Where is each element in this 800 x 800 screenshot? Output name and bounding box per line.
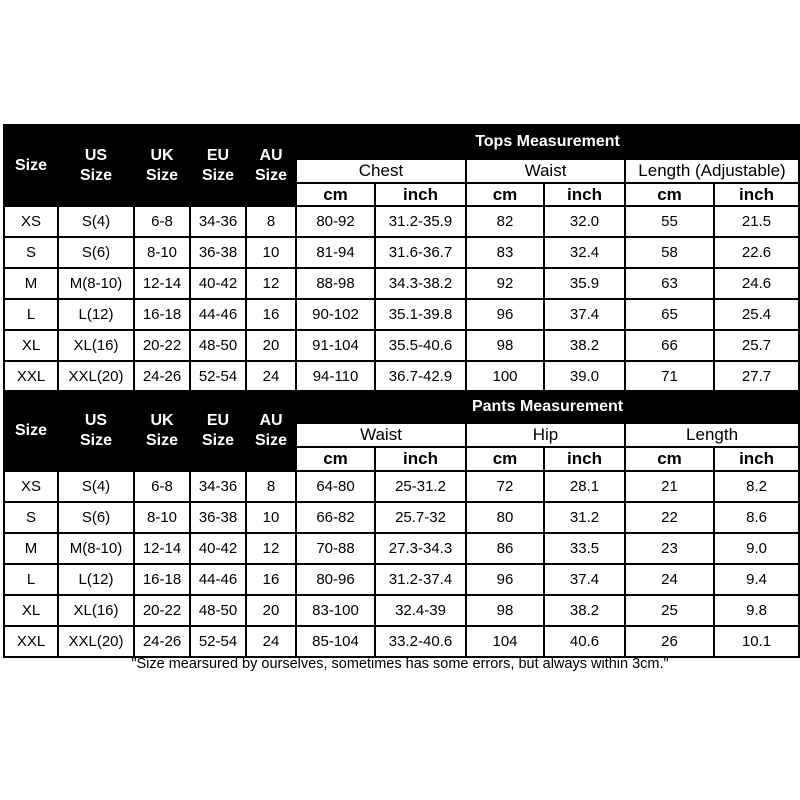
size-cell: XL xyxy=(4,595,58,626)
table-cell: S(6) xyxy=(58,502,134,533)
us-size-header: US Size xyxy=(58,125,134,206)
table-cell: 24.6 xyxy=(714,268,799,299)
table-cell: 28.1 xyxy=(544,471,625,502)
size-cell: L xyxy=(4,299,58,330)
table-cell: 31.2-35.9 xyxy=(375,206,466,237)
table-cell: 24 xyxy=(246,626,296,657)
table-row xyxy=(4,502,799,533)
table-cell: 33.2-40.6 xyxy=(375,626,466,657)
pants-group-length: Length xyxy=(625,423,799,447)
unit-inch: inch xyxy=(375,447,466,471)
table-cell: L(12) xyxy=(58,564,134,595)
table-row xyxy=(4,471,799,502)
measurement-note: "Size mearsured by ourselves, sometimes has some errors, but always within 3cm." xyxy=(131,656,669,672)
table-cell: 83 xyxy=(466,237,544,268)
table-cell: 6-8 xyxy=(134,471,190,502)
tops-group-chest: Chest xyxy=(296,159,466,183)
table-cell: 20-22 xyxy=(134,330,190,361)
size-header: Size xyxy=(4,125,58,206)
table-cell: 86 xyxy=(466,533,544,564)
table-cell: 27.7 xyxy=(714,361,799,392)
table-cell: 35.5-40.6 xyxy=(375,330,466,361)
table-cell: 44-46 xyxy=(190,299,246,330)
table-cell: 34-36 xyxy=(190,206,246,237)
uk-size-header: UK Size xyxy=(134,391,190,471)
table-cell: 25.7-32 xyxy=(375,502,466,533)
table-cell: 52-54 xyxy=(190,361,246,392)
table-cell: 34-36 xyxy=(190,471,246,502)
table-cell: 10 xyxy=(246,237,296,268)
table-cell: 64-80 xyxy=(296,471,375,502)
size-cell: XS xyxy=(4,471,58,502)
table-cell: 72 xyxy=(466,471,544,502)
table-cell: 65 xyxy=(625,299,714,330)
table-cell: 39.0 xyxy=(544,361,625,392)
tops-group-length: Length (Adjustable) xyxy=(625,159,799,183)
unit-cm: cm xyxy=(625,183,714,206)
table-cell: 12 xyxy=(246,533,296,564)
table-cell: 22.6 xyxy=(714,237,799,268)
table-cell: 92 xyxy=(466,268,544,299)
unit-inch: inch xyxy=(375,183,466,206)
table-cell: L(12) xyxy=(58,299,134,330)
eu-size-header: EU Size xyxy=(190,391,246,471)
table-cell: 58 xyxy=(625,237,714,268)
table-cell: 12-14 xyxy=(134,533,190,564)
unit-inch: inch xyxy=(714,447,799,471)
unit-cm: cm xyxy=(466,447,544,471)
table-row xyxy=(4,595,799,626)
table-row xyxy=(4,237,799,268)
size-header: Size xyxy=(4,391,58,471)
tops-title: Tops Measurement xyxy=(296,125,799,159)
table-cell: 35.9 xyxy=(544,268,625,299)
table-cell: 24-26 xyxy=(134,626,190,657)
table-cell: 36-38 xyxy=(190,237,246,268)
table-cell: M(8-10) xyxy=(58,268,134,299)
size-cell: L xyxy=(4,564,58,595)
size-cell: XXL xyxy=(4,626,58,657)
table-cell: 63 xyxy=(625,268,714,299)
table-cell: 37.4 xyxy=(544,299,625,330)
table-cell: S(4) xyxy=(58,206,134,237)
table-cell: 22 xyxy=(625,502,714,533)
eu-size-header: EU Size xyxy=(190,125,246,206)
table-cell: 96 xyxy=(466,564,544,595)
table-cell: 71 xyxy=(625,361,714,392)
table-cell: 23 xyxy=(625,533,714,564)
table-cell: 32.0 xyxy=(544,206,625,237)
unit-inch: inch xyxy=(714,183,799,206)
unit-cm: cm xyxy=(296,183,375,206)
table-row xyxy=(4,330,799,361)
pants-group-waist: Waist xyxy=(296,423,466,447)
unit-cm: cm xyxy=(466,183,544,206)
table-row xyxy=(4,268,799,299)
table-cell: 98 xyxy=(466,595,544,626)
table-cell: 80 xyxy=(466,502,544,533)
size-cell: S xyxy=(4,502,58,533)
table-cell: XL(16) xyxy=(58,330,134,361)
us-size-header: US Size xyxy=(58,391,134,471)
table-cell: 100 xyxy=(466,361,544,392)
unit-cm: cm xyxy=(625,447,714,471)
table-cell: 10 xyxy=(246,502,296,533)
table-cell: 16 xyxy=(246,564,296,595)
table-cell: 40-42 xyxy=(190,533,246,564)
table-cell: 32.4 xyxy=(544,237,625,268)
table-cell: 52-54 xyxy=(190,626,246,657)
unit-inch: inch xyxy=(544,183,625,206)
table-cell: 96 xyxy=(466,299,544,330)
table-cell: 98 xyxy=(466,330,544,361)
table-row xyxy=(4,626,799,657)
table-cell: 8-10 xyxy=(134,502,190,533)
table-row xyxy=(4,564,799,595)
table-cell: 83-100 xyxy=(296,595,375,626)
uk-size-header: UK Size xyxy=(134,125,190,206)
size-cell: XXL xyxy=(4,361,58,392)
unit-cm: cm xyxy=(296,447,375,471)
table-cell: 38.2 xyxy=(544,330,625,361)
table-cell: 8-10 xyxy=(134,237,190,268)
table-cell: S(6) xyxy=(58,237,134,268)
unit-inch: inch xyxy=(544,447,625,471)
table-cell: 35.1-39.8 xyxy=(375,299,466,330)
table-cell: 36-38 xyxy=(190,502,246,533)
table-cell: 94-110 xyxy=(296,361,375,392)
table-cell: 10.1 xyxy=(714,626,799,657)
table-cell: 21 xyxy=(625,471,714,502)
table-cell: 40-42 xyxy=(190,268,246,299)
au-size-header: AU Size xyxy=(246,125,296,206)
table-cell: 16-18 xyxy=(134,299,190,330)
table-cell: 44-46 xyxy=(190,564,246,595)
table-cell: 104 xyxy=(466,626,544,657)
size-cell: S xyxy=(4,237,58,268)
table-cell: 31.6-36.7 xyxy=(375,237,466,268)
table-cell: 9.0 xyxy=(714,533,799,564)
table-cell: 25.4 xyxy=(714,299,799,330)
table-cell: 80-96 xyxy=(296,564,375,595)
pants-title: Pants Measurement xyxy=(296,391,799,423)
au-size-header: AU Size xyxy=(246,391,296,471)
table-cell: 16-18 xyxy=(134,564,190,595)
table-cell: 9.8 xyxy=(714,595,799,626)
table-cell: S(4) xyxy=(58,471,134,502)
table-cell: XXL(20) xyxy=(58,361,134,392)
table-cell: 36.7-42.9 xyxy=(375,361,466,392)
table-cell: XXL(20) xyxy=(58,626,134,657)
table-row xyxy=(4,361,799,392)
table-cell: M(8-10) xyxy=(58,533,134,564)
table-cell: XL(16) xyxy=(58,595,134,626)
table-row xyxy=(4,533,799,564)
table-cell: 81-94 xyxy=(296,237,375,268)
pants-size-table xyxy=(3,390,800,658)
table-cell: 21.5 xyxy=(714,206,799,237)
table-cell: 20 xyxy=(246,330,296,361)
table-cell: 66-82 xyxy=(296,502,375,533)
size-cell: M xyxy=(4,533,58,564)
table-cell: 16 xyxy=(246,299,296,330)
table-row xyxy=(4,206,799,237)
table-cell: 8 xyxy=(246,471,296,502)
size-cell: XL xyxy=(4,330,58,361)
table-cell: 40.6 xyxy=(544,626,625,657)
table-cell: 85-104 xyxy=(296,626,375,657)
table-cell: 32.4-39 xyxy=(375,595,466,626)
table-cell: 33.5 xyxy=(544,533,625,564)
table-cell: 31.2-37.4 xyxy=(375,564,466,595)
tops-size-table xyxy=(3,124,800,393)
table-cell: 24-26 xyxy=(134,361,190,392)
table-cell: 12-14 xyxy=(134,268,190,299)
table-cell: 24 xyxy=(625,564,714,595)
table-cell: 91-104 xyxy=(296,330,375,361)
table-cell: 25 xyxy=(625,595,714,626)
size-cell: XS xyxy=(4,206,58,237)
table-cell: 8.6 xyxy=(714,502,799,533)
table-cell: 12 xyxy=(246,268,296,299)
table-cell: 34.3-38.2 xyxy=(375,268,466,299)
table-cell: 6-8 xyxy=(134,206,190,237)
tops-group-waist: Waist xyxy=(466,159,625,183)
table-cell: 90-102 xyxy=(296,299,375,330)
table-cell: 9.4 xyxy=(714,564,799,595)
table-cell: 88-98 xyxy=(296,268,375,299)
pants-group-hip: Hip xyxy=(466,423,625,447)
table-cell: 26 xyxy=(625,626,714,657)
table-cell: 25.7 xyxy=(714,330,799,361)
size-cell: M xyxy=(4,268,58,299)
table-cell: 38.2 xyxy=(544,595,625,626)
table-cell: 24 xyxy=(246,361,296,392)
table-cell: 27.3-34.3 xyxy=(375,533,466,564)
table-row xyxy=(4,299,799,330)
table-cell: 25-31.2 xyxy=(375,471,466,502)
table-cell: 48-50 xyxy=(190,330,246,361)
table-cell: 48-50 xyxy=(190,595,246,626)
table-cell: 20 xyxy=(246,595,296,626)
table-cell: 70-88 xyxy=(296,533,375,564)
table-cell: 20-22 xyxy=(134,595,190,626)
table-cell: 80-92 xyxy=(296,206,375,237)
table-cell: 66 xyxy=(625,330,714,361)
table-cell: 55 xyxy=(625,206,714,237)
table-cell: 82 xyxy=(466,206,544,237)
table-cell: 31.2 xyxy=(544,502,625,533)
table-cell: 8 xyxy=(246,206,296,237)
table-cell: 37.4 xyxy=(544,564,625,595)
table-cell: 8.2 xyxy=(714,471,799,502)
